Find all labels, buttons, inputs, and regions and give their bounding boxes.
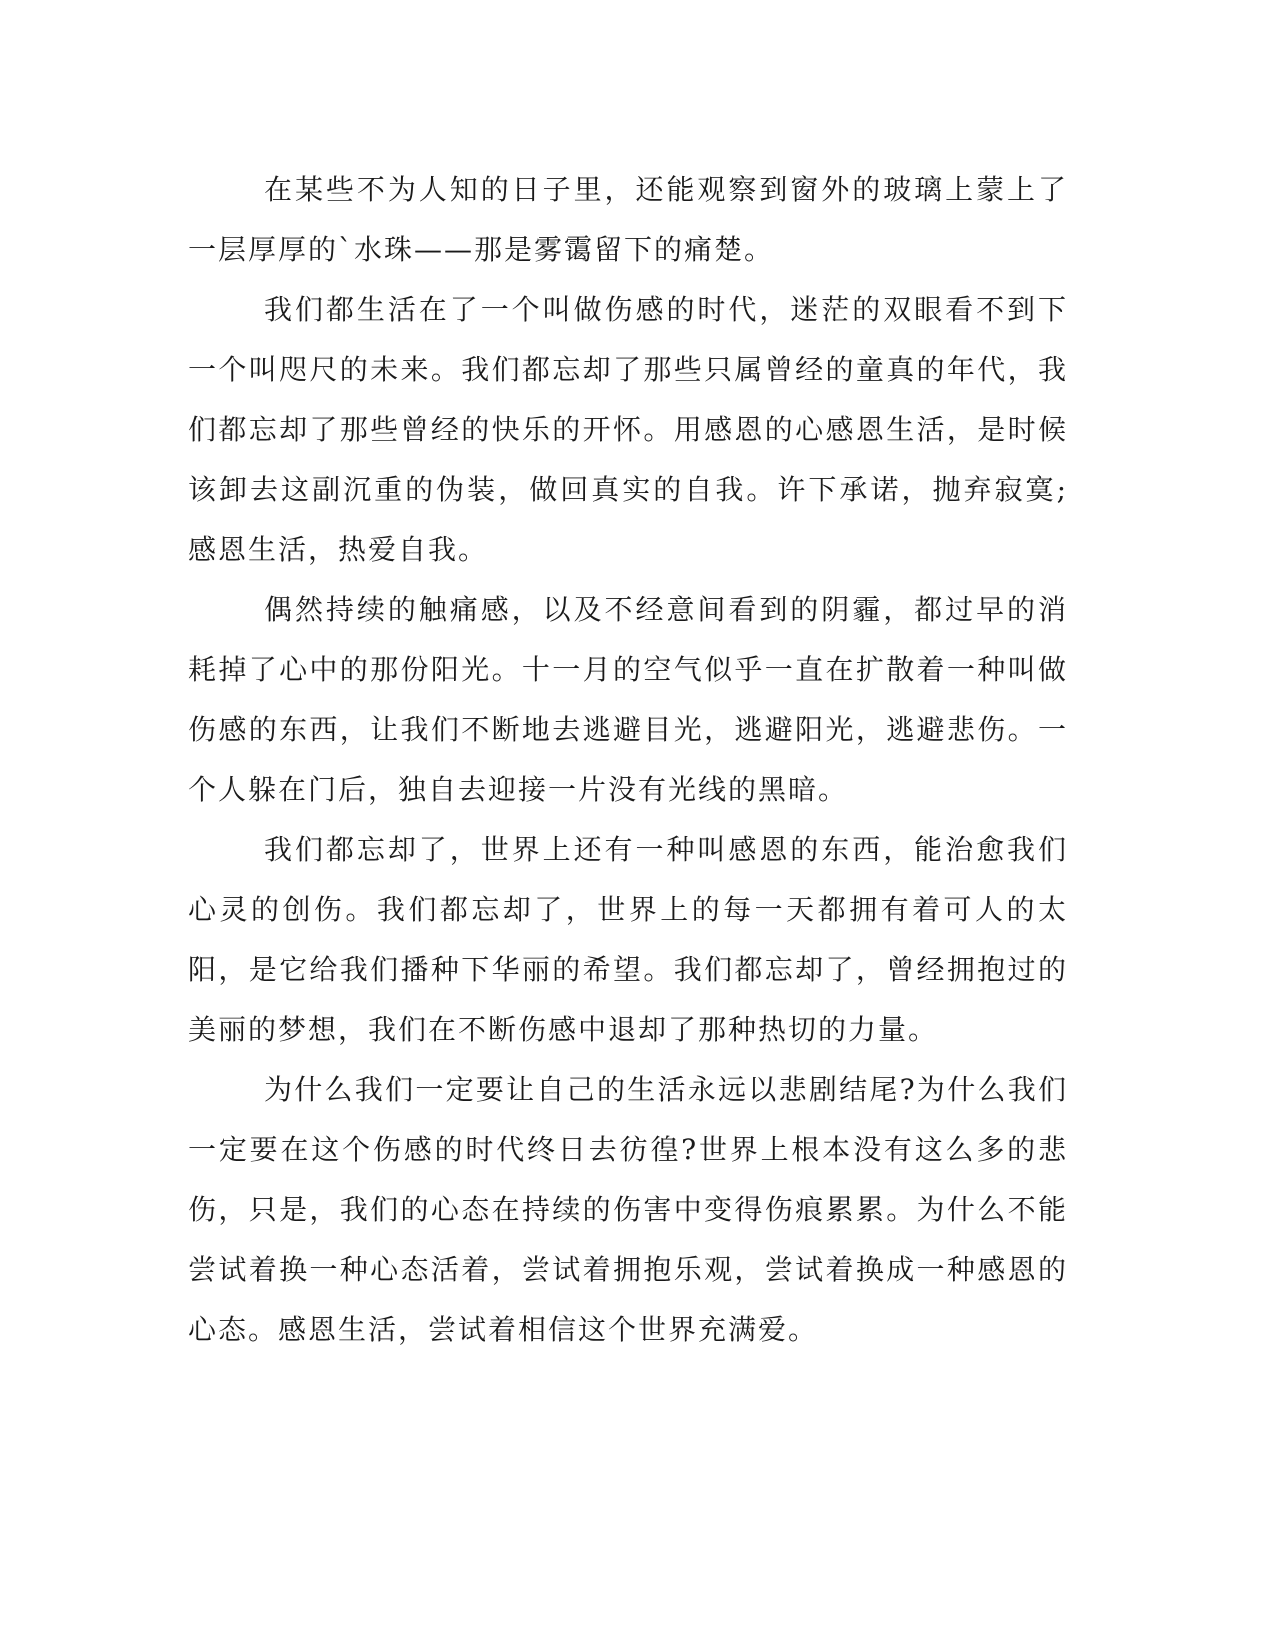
paragraph-4: 我们都忘却了，世界上还有一种叫感恩的东西，能治愈我们心灵的创伤。我们都忘却了，世界上的每一天都拥有着可人的太阳，是它给我们播种下华丽的希望。我们都忘却了，曾经拥抱过的美丽的梦想，我们在不断伤感中退却了那种热切的力量。 (188, 833, 1068, 1046)
paragraph-5: 为什么我们一定要让自己的生活永远以悲剧结尾?为什么我们一定要在这个伤感的时代终日去彷徨?世界上根本没有这么多的悲伤，只是，我们的心态在持续的伤害中变得伤痕累累。为什么不能尝试着换一种心态活着，尝试着拥抱乐观，尝试着换成一种感恩的心态。感恩生活，尝试着相信这个世界充满爱。 (188, 1073, 1068, 1346)
paragraph-3: 偶然持续的触痛感，以及不经意间看到的阴霾，都过早的消耗掉了心中的那份阳光。十一月的空气似乎一直在扩散着一种叫做伤感的东西，让我们不断地去逃避目光，逃避阳光，逃避悲伤。一个人躲在门后，独自去迎接一片没有光线的黑暗。 (188, 593, 1068, 806)
paragraph-2: 我们都生活在了一个叫做伤感的时代，迷茫的双眼看不到下一个叫咫尺的未来。我们都忘却了那些只属曾经的童真的年代，我们都忘却了那些曾经的快乐的开怀。用感恩的心感恩生活，是时候该卸去这副沉重的伪装，做回真实的自我。许下承诺，抛弃寂寞;感恩生活，热爱自我。 (188, 293, 1068, 566)
paragraph-1: 在某些不为人知的日子里，还能观察到窗外的玻璃上蒙上了一层厚厚的`水珠——那是雾霭留下的痛楚。 (188, 173, 1068, 266)
article-body (188, 160, 1068, 1360)
